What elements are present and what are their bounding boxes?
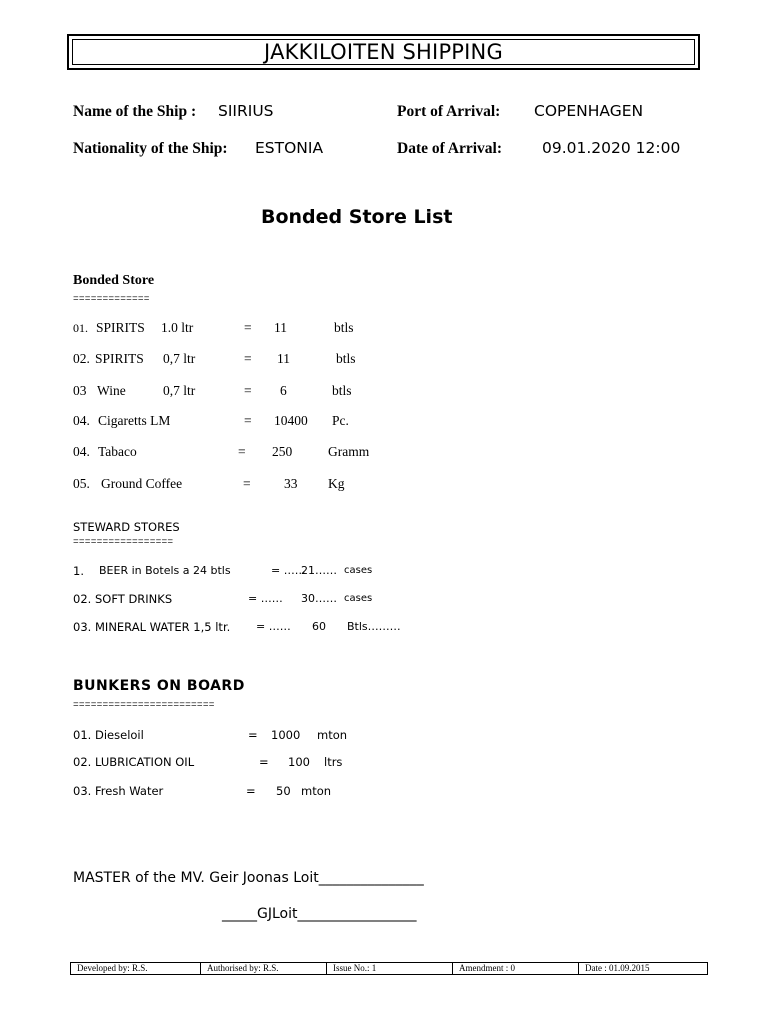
document-title: Bonded Store List <box>261 206 453 228</box>
ship-name-label: Name of the Ship : <box>73 103 197 120</box>
item-equals: = <box>244 351 252 366</box>
item-equals: = <box>248 728 258 742</box>
item-name: SPIRITS <box>96 320 145 335</box>
item-unit: Pc. <box>332 413 349 428</box>
item-name: LUBRICATION OIL <box>95 755 195 769</box>
item-unit: btls <box>332 383 352 398</box>
nationality-value: ESTONIA <box>255 139 324 157</box>
item-equals: = <box>244 413 252 428</box>
nationality-label: Nationality of the Ship: <box>73 140 228 157</box>
date-of-arrival-value: 09.01.2020 12:00 <box>542 139 681 157</box>
item-name: SPIRITS <box>95 351 144 366</box>
steward-stores-rule: ================= <box>73 536 174 547</box>
item-quantity: 100 <box>288 755 310 769</box>
title-box-inner <box>72 39 695 65</box>
date-of-arrival-label: Date of Arrival: <box>397 140 503 157</box>
item-quantity: 6 <box>280 383 287 398</box>
steward-stores-heading: STEWARD STORES <box>73 520 180 534</box>
item-equals: = <box>244 320 252 335</box>
item-name: Dieseloil <box>95 728 144 742</box>
item-equals: = …… <box>271 564 306 577</box>
bunkers-rule: ======================== <box>73 699 215 710</box>
item-unit: ltrs <box>324 755 343 769</box>
item-number: 05. <box>73 476 90 491</box>
issue-number: Issue No.: 1 <box>327 963 453 974</box>
item-quantity: 11 <box>277 351 290 366</box>
item-unit: btls <box>334 320 354 335</box>
item-quantity: 21…… <box>301 564 337 577</box>
item-equals: = <box>246 784 256 798</box>
item-unit: Gramm <box>328 444 370 459</box>
item-equals: = <box>243 476 251 491</box>
bunkers-heading: BUNKERS ON BOARD <box>73 678 245 694</box>
company-name: JAKKILOITEN SHIPPING <box>264 40 503 64</box>
item-quantity: 10400 <box>274 413 308 428</box>
item-name: Fresh Water <box>95 784 164 798</box>
item-quantity: 50 <box>276 784 291 798</box>
item-number: 1. <box>73 564 84 578</box>
item-unit: cases <box>344 593 373 604</box>
item-unit: cases <box>344 565 373 576</box>
item-number: 02. <box>73 592 92 606</box>
item-unit: Kg <box>328 476 345 491</box>
item-number: 03. <box>73 620 92 634</box>
port-of-arrival-label: Port of Arrival: <box>397 103 501 120</box>
item-unit: mton <box>317 728 348 742</box>
item-name: Ground Coffee <box>101 476 183 491</box>
document-control-footer <box>70 962 708 975</box>
item-size: 0,7 ltr <box>163 351 196 366</box>
item-equals: = <box>238 444 246 459</box>
item-name: SOFT DRINKS <box>95 592 173 606</box>
item-number: 01. <box>73 728 92 742</box>
item-number: 02. <box>73 755 92 769</box>
item-unit: btls <box>336 351 356 366</box>
item-quantity: 33 <box>284 476 298 491</box>
item-quantity: 250 <box>272 444 293 459</box>
item-number: 04. <box>73 444 90 459</box>
item-size: 1.0 ltr <box>161 320 194 335</box>
item-quantity: 11 <box>274 320 287 335</box>
amendment: Amendment : 0 <box>453 963 579 974</box>
item-name: Wine <box>97 383 126 398</box>
port-of-arrival-value: COPENHAGEN <box>534 102 644 120</box>
item-unit: Btls……… <box>347 620 401 633</box>
bonded-store-heading: Bonded Store <box>73 273 155 288</box>
item-equals: = <box>259 755 269 769</box>
item-name: BEER in Botels a 24 btls <box>99 564 231 577</box>
item-quantity: 60 <box>312 620 326 633</box>
item-number: 02. <box>73 351 90 366</box>
title-box <box>67 34 700 70</box>
issue-date: Date : 01.09.2015 <box>585 963 650 973</box>
item-quantity: 1000 <box>271 728 301 742</box>
ship-name-value: SIIRIUS <box>218 102 274 120</box>
developed-by: Developed by: R.S. <box>71 963 201 974</box>
item-number: 03 <box>73 383 87 398</box>
item-unit: mton <box>301 784 332 798</box>
handwritten-signature: _____GJLoit_________________ <box>222 906 417 922</box>
item-size: 0,7 ltr <box>163 383 196 398</box>
item-equals: = …… <box>248 592 283 605</box>
item-quantity: 30…… <box>301 592 337 605</box>
item-number: 04. <box>73 413 90 428</box>
item-number: 03. <box>73 784 92 798</box>
master-signature-line: MASTER of the MV. Geir Joonas Loit_______________ <box>73 870 424 886</box>
item-name: Tabaco <box>98 444 137 459</box>
item-equals: = …… <box>256 620 291 633</box>
item-name: MINERAL WATER 1,5 ltr. <box>95 620 231 634</box>
item-name: Cigaretts LM <box>98 413 171 428</box>
item-number: 01. <box>73 321 88 335</box>
authorised-by: Authorised by: R.S. <box>201 963 327 974</box>
item-equals: = <box>244 383 252 398</box>
bonded-store-rule: ============= <box>73 293 150 304</box>
